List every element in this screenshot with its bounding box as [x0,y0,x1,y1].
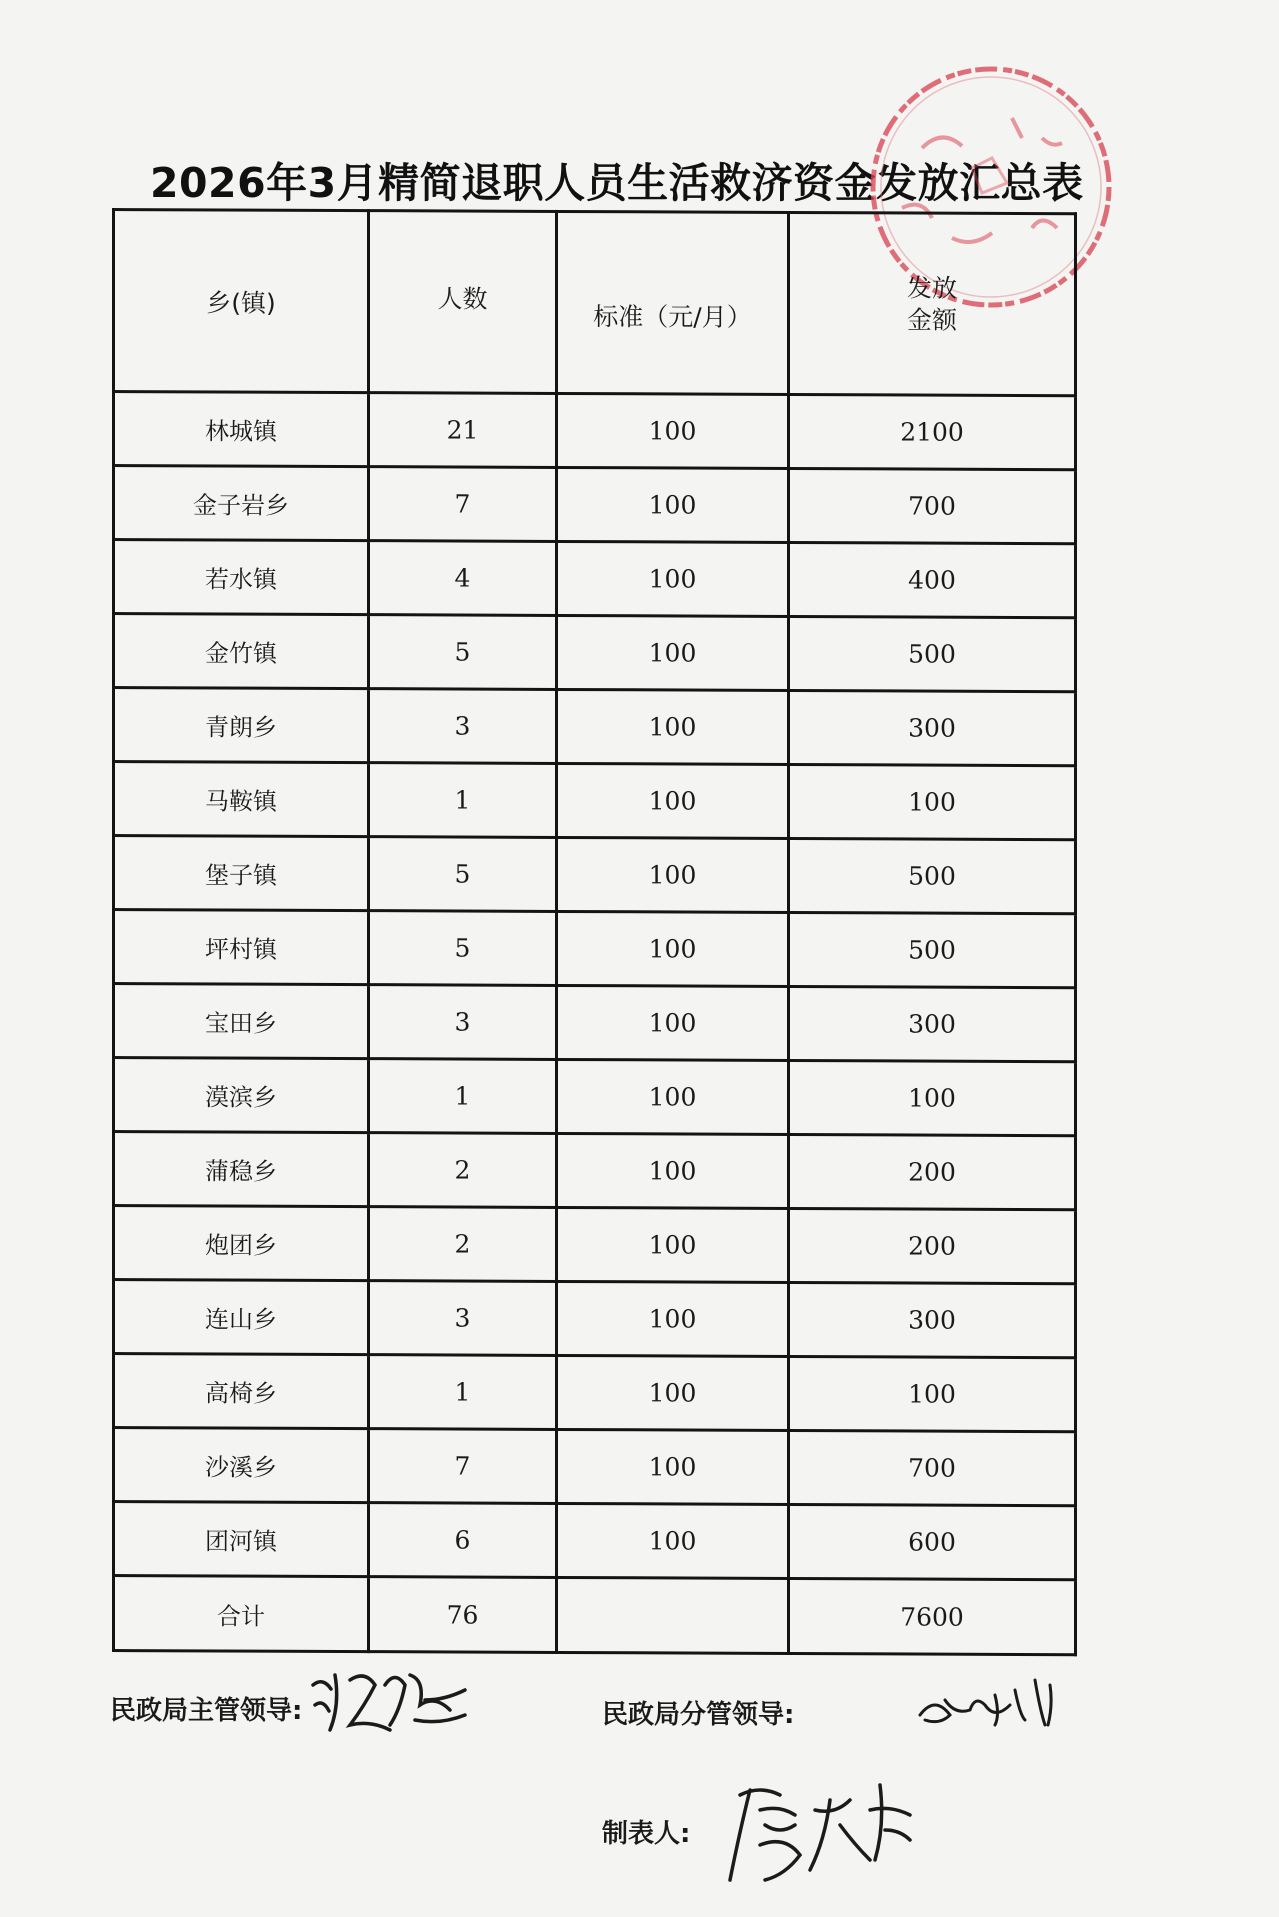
preparer-signature [720,1770,920,1900]
cell-count: 1 [369,1059,557,1134]
cell-amount: 100 [789,1060,1076,1135]
total-standard [557,1577,789,1653]
cell-town: 炮团乡 [114,1206,369,1281]
cell-count: 3 [369,689,557,764]
table-row [114,1428,1076,1506]
cell-count: 1 [369,763,557,838]
table-row [114,1206,1076,1284]
cell-amount: 100 [789,1356,1076,1431]
cell-town: 高椅乡 [114,1354,369,1429]
cell-standard: 100 [557,837,789,912]
cell-amount: 400 [789,542,1076,617]
cell-standard: 100 [557,689,789,764]
cell-count: 21 [369,393,557,468]
header-count: 人数 [369,211,557,394]
cell-count: 7 [369,467,557,542]
cell-amount: 700 [789,468,1076,543]
table-row [114,614,1076,692]
cell-amount: 500 [789,616,1076,691]
cell-standard: 100 [557,393,789,468]
cell-town: 马鞍镇 [114,762,369,837]
table-row [114,540,1076,618]
header-town: 乡(镇) [114,210,369,393]
deputy-leader-label: 民政局分管领导: [602,1700,795,1730]
cell-count: 3 [369,985,557,1060]
table-row [114,762,1076,840]
cell-town: 堡子镇 [114,836,369,911]
cell-standard: 100 [557,1133,789,1208]
cell-standard: 100 [557,1429,789,1504]
total-label: 合计 [114,1576,369,1652]
table-row [114,392,1076,470]
chief-leader-signature [305,1655,475,1740]
cell-count: 2 [369,1133,557,1208]
cell-town: 团河镇 [114,1502,369,1577]
deputy-leader-signature [915,1670,1065,1740]
cell-amount: 200 [789,1134,1076,1209]
cell-town: 金竹镇 [114,614,369,689]
cell-amount: 300 [789,986,1076,1061]
cell-town: 金子岩乡 [114,466,369,541]
total-count: 76 [369,1577,557,1653]
cell-town: 青朗乡 [114,688,369,763]
cell-count: 7 [369,1429,557,1504]
table-row [114,910,1076,988]
table-row [114,1502,1076,1580]
cell-amount: 300 [789,690,1076,765]
cell-town: 连山乡 [114,1280,369,1355]
chief-leader-label: 民政局主管领导: [110,1696,303,1726]
cell-standard: 100 [557,1355,789,1430]
document-title: 2026年3月精简退职人员生活救济资金发放汇总表 [150,159,1084,207]
cell-count: 5 [369,615,557,690]
cell-town: 漠滨乡 [114,1058,369,1133]
cell-count: 1 [369,1355,557,1430]
header-amount-line1: 发放 [906,272,957,303]
header-standard: 标准（元/月） [557,211,789,394]
cell-count: 3 [369,1281,557,1356]
preparer-label: 制表人: [602,1819,691,1849]
cell-town: 坪村镇 [114,910,369,985]
table-total-row [114,1576,1076,1655]
total-amount: 7600 [789,1578,1076,1654]
table-row [114,1132,1076,1210]
cell-town: 蒲稳乡 [114,1132,369,1207]
cell-standard: 100 [557,467,789,542]
cell-amount: 300 [789,1282,1076,1357]
cell-amount: 500 [789,838,1076,913]
cell-standard: 100 [557,763,789,838]
table-row [114,984,1076,1062]
cell-town: 宝田乡 [114,984,369,1059]
summary-table [112,208,1077,1656]
table-row [114,836,1076,914]
table-row [114,1354,1076,1432]
table-row [114,688,1076,766]
table-header-row [114,210,1076,396]
cell-standard: 100 [557,985,789,1060]
cell-standard: 100 [557,1503,789,1578]
cell-standard: 100 [557,1059,789,1134]
cell-count: 2 [369,1207,557,1282]
cell-amount: 100 [789,764,1076,839]
table-row [114,466,1076,544]
cell-standard: 100 [557,1281,789,1356]
header-amount-line2: 金额 [906,304,957,335]
table-row [114,1058,1076,1136]
cell-count: 4 [369,541,557,616]
table-row [114,1280,1076,1358]
cell-amount: 500 [789,912,1076,987]
cell-standard: 100 [557,911,789,986]
cell-standard: 100 [557,541,789,616]
header-amount [789,212,1076,395]
cell-standard: 100 [557,1207,789,1282]
cell-town: 林城镇 [114,392,369,467]
cell-town: 若水镇 [114,540,369,615]
cell-count: 5 [369,837,557,912]
cell-count: 5 [369,911,557,986]
cell-count: 6 [369,1503,557,1578]
cell-standard: 100 [557,615,789,690]
cell-amount: 2100 [789,394,1076,469]
cell-amount: 600 [789,1504,1076,1579]
cell-amount: 200 [789,1208,1076,1283]
cell-amount: 700 [789,1430,1076,1505]
cell-town: 沙溪乡 [114,1428,369,1503]
